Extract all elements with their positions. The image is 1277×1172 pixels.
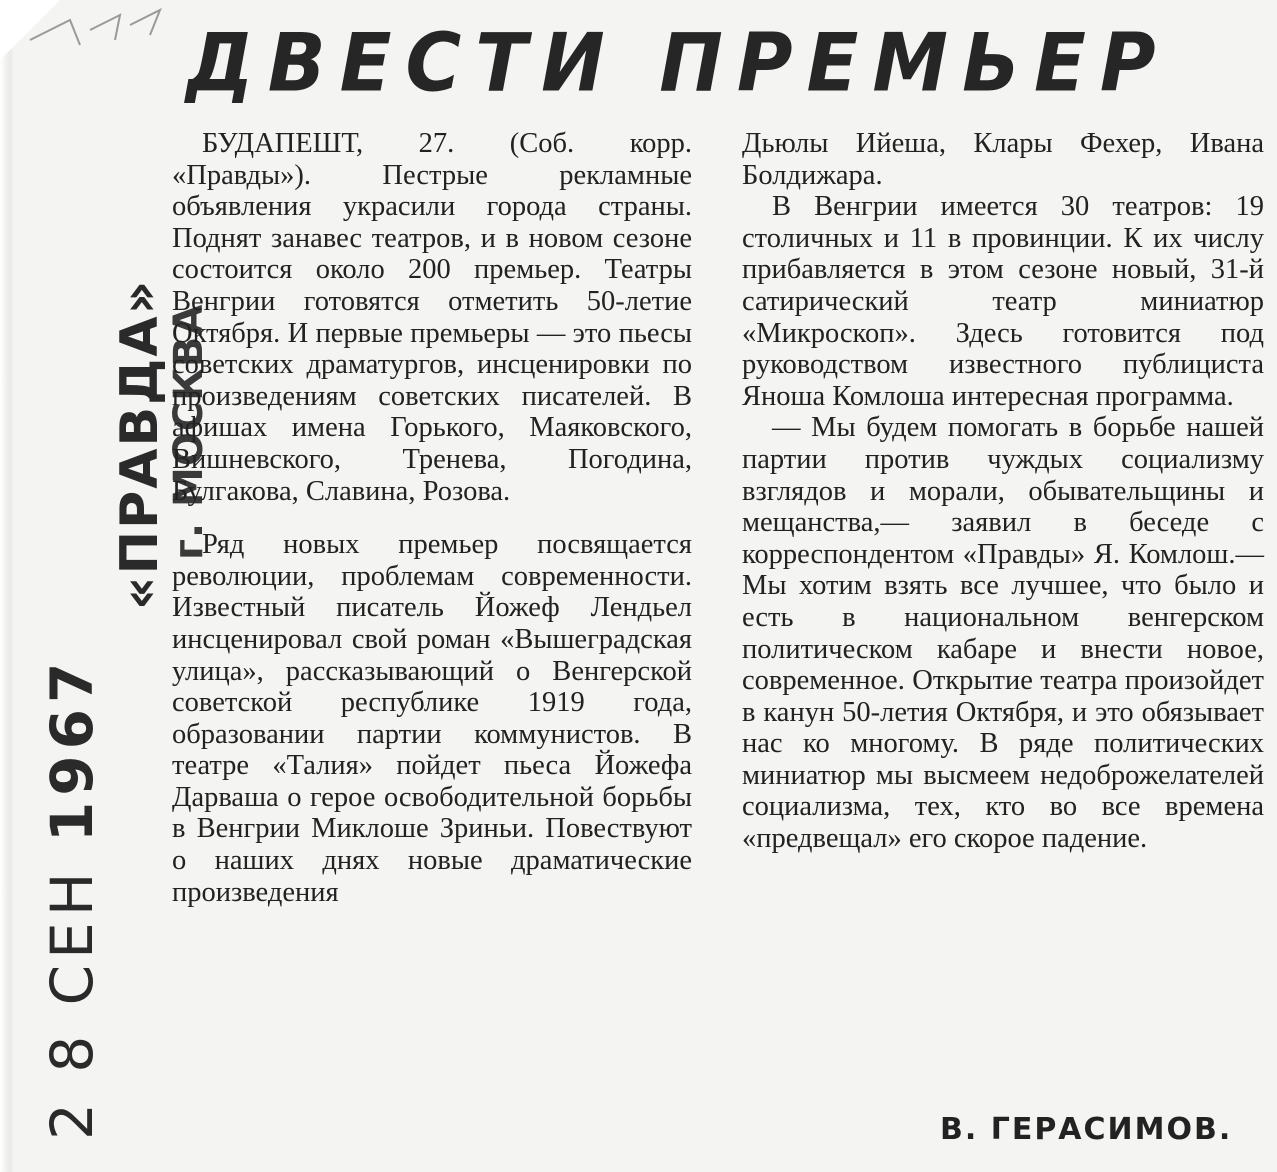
author-signature: В. ГЕРАСИМОВ. — [940, 1112, 1233, 1147]
paragraph: — Мы будем помогать в борьбе нашей партии против чуждых социализму взглядов и морали, обывательщины и мещанства,— заявил в беседе с корреспондентом «Правды» Я. Комлош.— Мы хотим взять все лучшее, что было и есть в национальном венгерском политическом кабаре и внести новое, современное. Открытие театра произойдет в канун 50-летия Октября, и это обязывает нас ко многому. В ряде политических миниатюр мы высмеем недоброжелателей социализма, тех, кто во все времена «предвещал» его скорое падение. — [742, 412, 1264, 855]
date-day-month: 2 8 СЕН — [38, 866, 106, 1140]
pencil-scribble — [10, 0, 180, 110]
date-stamp — [38, 657, 106, 1140]
paragraph: В Венгрии имеется 30 театров: 19 столичных и 11 в провинции. К их числу прибавляется в этом сезоне новый, 31-й сатирический театр миниатюр «Микроскоп». Здесь готовится под руководством известного публициста Яноша Комлоша интересная программа. — [742, 191, 1264, 412]
torn-edge — [0, 0, 14, 1172]
city-stamp: г. МОСКВА — [166, 303, 212, 560]
right-column — [742, 128, 1264, 855]
source-stamp: «ПРАВДА» — [110, 278, 170, 610]
paragraph: БУДАПЕШТ, 27. (Соб. корр. «Правды»). Пестрые рекламные объявления украсили города страны. Поднят занавес театров, и в новом сезоне состоится около 200 премьер. Театры Венгрии готовятся отметить 50-летие Октября. И первые премьеры — это пьесы советских драматургов, инсценировки по произведениям советских писателей. В афишах имена Горького, Маяковского, Вишневского, Тренева, Погодина, Булгакова, Славина, Розова. — [172, 128, 692, 507]
date-year: 1967 — [38, 656, 106, 843]
paragraph: Ряд новых премьер посвящается революции, проблемам современности. Известный писатель Йожеф Лендьел инсценировал свой роман «Вышеградская улица», рассказывающий о Венгерской советской республике 1919 года, образовании партии коммунистов. В театре «Талия» пойдет пьеса Йожефа Дарваша о герое освободительной борьбы в Венгрии Миклоше Зриньи. Повествуют о наших днях новые драматические произведения — [172, 529, 692, 908]
left-column — [172, 128, 692, 908]
archive-stamps — [18, 140, 212, 1160]
article-headline: ДВЕСТИ ПРЕМЬЕР — [186, 15, 1170, 110]
paragraph: Дьюлы Ийеша, Клары Фехер, Ивана Болдижара. — [742, 128, 1264, 191]
